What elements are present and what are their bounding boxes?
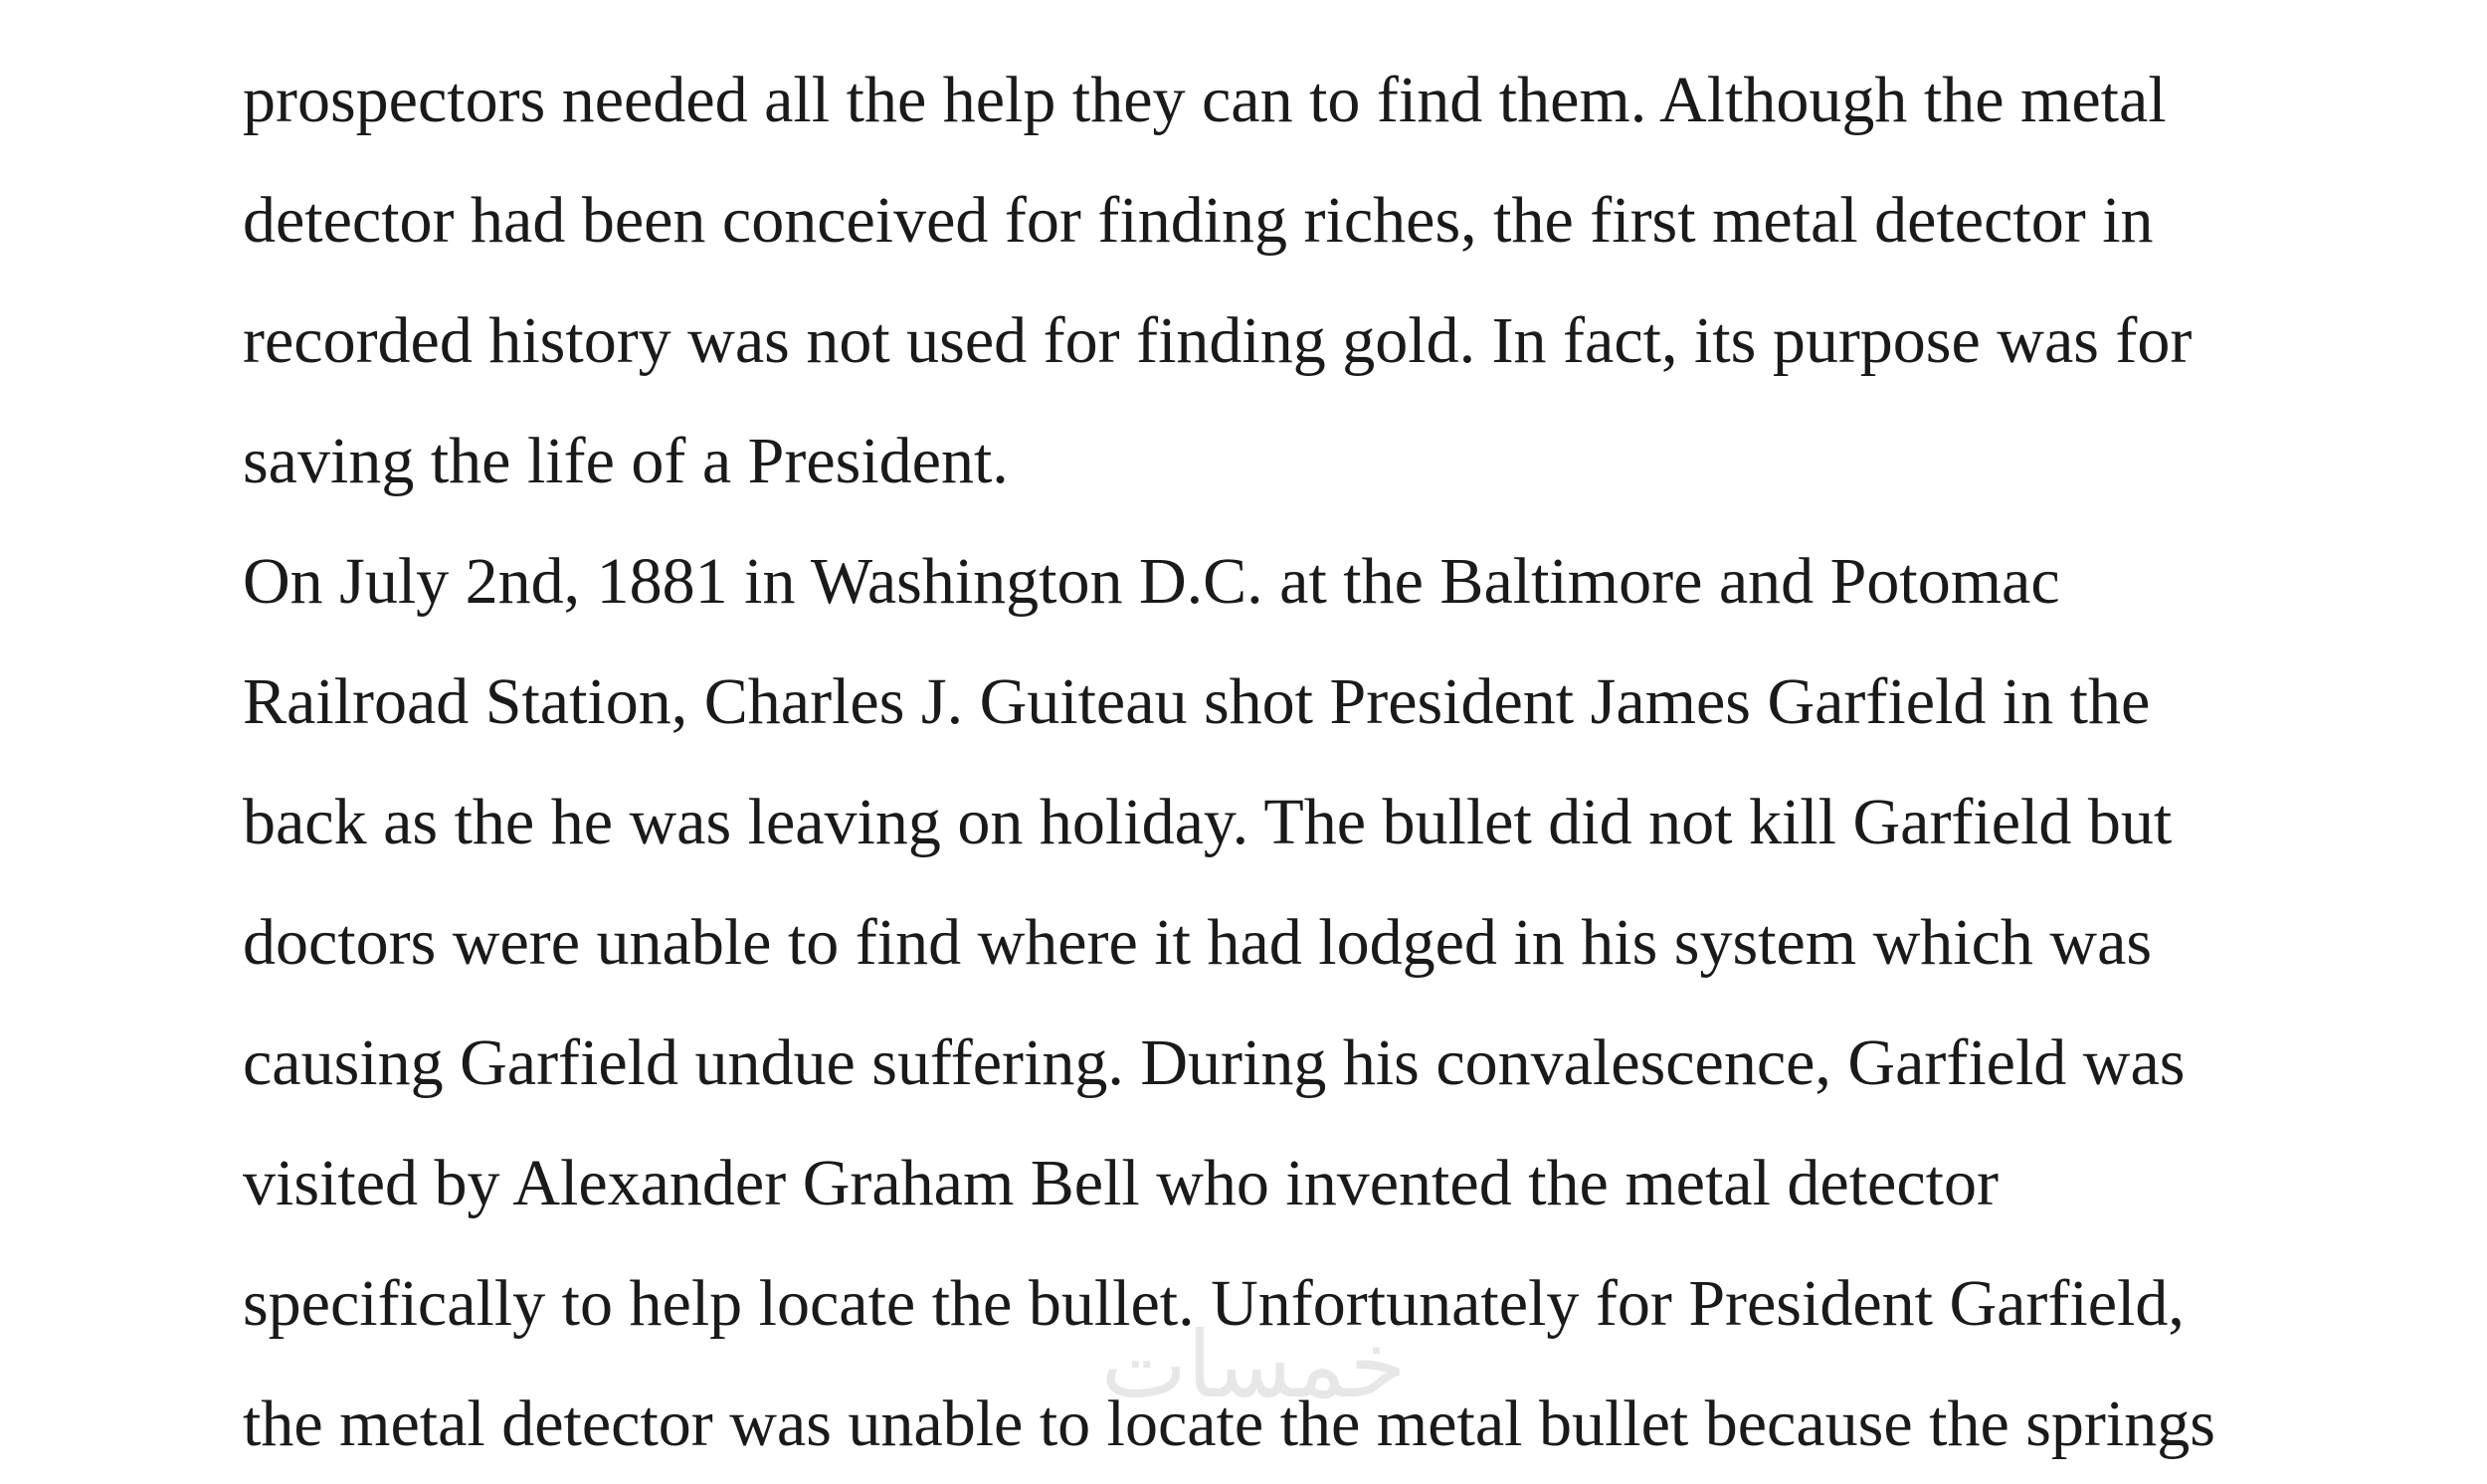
text-line: back as the he was leaving on holiday. The bullet did not kill Garfield but — [243, 786, 2173, 858]
text-line: recorded history was not used for finding gold. In fact, its purpose was for — [243, 304, 2193, 377]
text-line: specifically to help locate the bullet. Unfortunately for President Garfield, — [243, 1267, 2185, 1340]
text-line: On July 2nd, 1881 in Washington D.C. at the Baltimore and Potomac — [243, 545, 2060, 618]
text-line: causing Garfield undue suffering. During his convalescence, Garfield was — [243, 1026, 2186, 1099]
text-line: the metal detector was unable to locate the metal bullet because the springs — [243, 1388, 2215, 1460]
watermark-logo: خمسات — [1100, 1312, 1407, 1418]
body-text — [243, 40, 2471, 1484]
text-line: prospectors needed all the help they can to find them. Although the metal — [243, 64, 2167, 136]
text-line: visited by Alexander Graham Bell who invented the metal detector — [243, 1147, 1999, 1219]
text-line: doctors were unable to find where it had lodged in his system which was — [243, 906, 2153, 979]
text-line: saving the life of a President. — [243, 425, 1009, 497]
text-line: Railroad Station, Charles J. Guiteau shot President James Garfield in the — [243, 665, 2151, 738]
text-line: detector had been conceived for finding riches, the first metal detector in — [243, 184, 2154, 257]
